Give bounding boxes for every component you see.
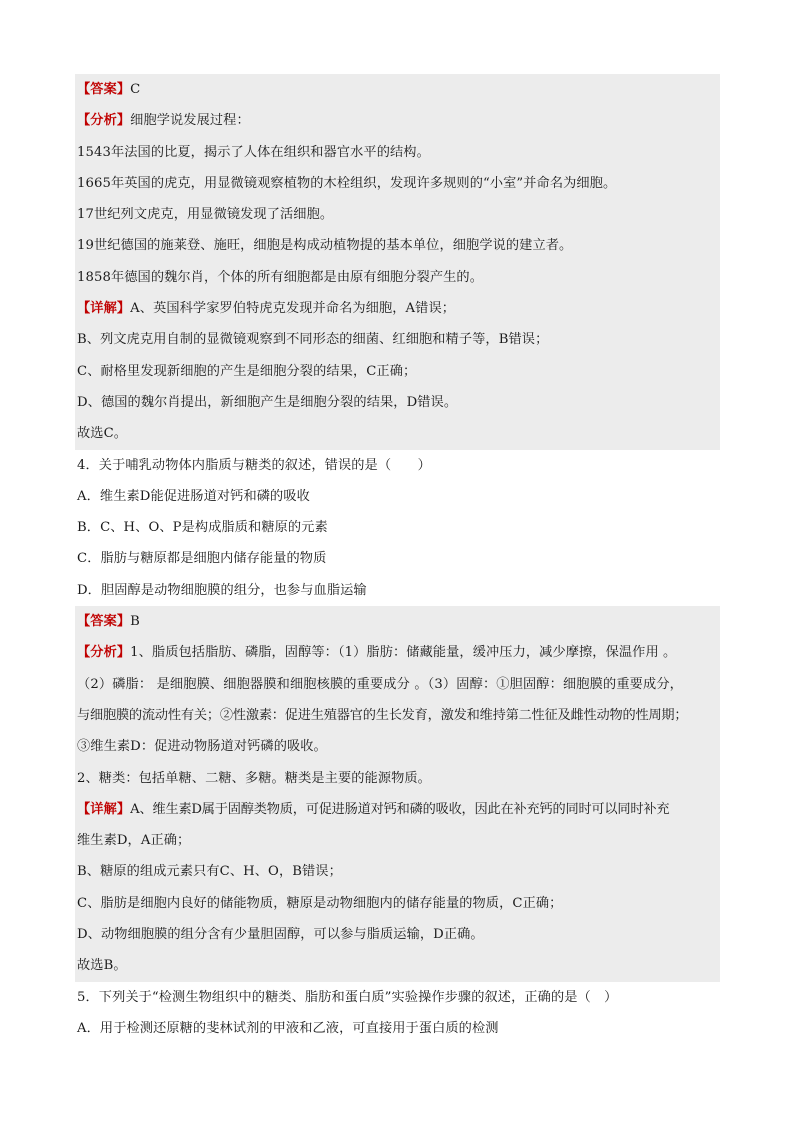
analysis-tag: 【分析】: [77, 645, 131, 661]
answer-tag: 【答案】: [77, 82, 131, 97]
analysis-text: 细胞学说发展过程：: [130, 113, 250, 129]
detail-text: B、列文虎克用自制的显微镜观察到不同形态的细菌、红细胞和精子等，B错误；: [77, 332, 549, 348]
question-stem: 5．下列关于“检测生物组织中的糖类、脂肪和蛋白质”实验操作步骤的叙述，正确的是（ ）: [75, 982, 720, 1013]
option-b: B．C、H、O、P是构成脂质和糖原的元素: [75, 512, 720, 543]
analysis-text: 17世纪列文虎克，用显微镜发现了活细胞。: [77, 207, 334, 223]
analysis-text: 2、糖类：包括单糖、二糖、多糖。糖类是主要的能源物质。: [77, 770, 431, 786]
answer-value: B: [130, 614, 140, 630]
option-c: C．脂肪与糖原都是细胞内储存能量的物质: [75, 543, 720, 574]
analysis-text: 与细胞膜的流动性有关；②性激素：促进生殖器官的生长发育，激发和维持第二性征及雌性动物的性周期；: [77, 707, 688, 723]
detail-text: D、德国的魏尔肖提出，新细胞产生是细胞分裂的结果，D错误。: [77, 394, 458, 410]
q4-analysis-line: [75, 637, 720, 668]
option-a: A．用于检测还原糖的斐林试剂的甲液和乙液，可直接用于蛋白质的检测: [75, 1013, 720, 1044]
option-a: A．维生素D能促进肠道对钙和磷的吸收: [75, 481, 720, 512]
analysis-text: 1、脂质包括脂肪、磷脂，固醇等：（1）脂肪：储藏能量，缓冲压力，减少摩擦，保温作用 。: [130, 645, 677, 661]
q3-explanation-block: [75, 74, 720, 450]
detail-text: B、糖原的组成元素只有C、H、O，B错误；: [77, 864, 342, 880]
detail-text: C、耐格里发现新细胞的产生是细胞分裂的结果，C正确；: [77, 363, 417, 379]
q3-analysis-line: [75, 105, 720, 136]
detail-text: 维生素D，A正确；: [77, 833, 191, 849]
q4-block: [75, 450, 720, 606]
conclusion-text: 故选C。: [77, 426, 128, 442]
detail-text: D、动物细胞膜的组分含有少量胆固醇，可以参与脂质运输，D正确。: [77, 927, 484, 943]
document-page: [75, 74, 720, 1044]
question-stem: 4．关于哺乳动物体内脂质与糖类的叙述，错误的是（ ）: [75, 450, 720, 481]
analysis-text: 1543年法国的比夏，揭示了人体在组织和器官水平的结构。: [77, 144, 430, 160]
q3-detail-line: [75, 293, 720, 324]
analysis-text: （2）磷脂： 是细胞膜、细胞器膜和细胞核膜的重要成分 。（3）固醇：①胆固醇：细胞膜的重要成分，: [77, 676, 684, 692]
analysis-text: 1665年英国的虎克，用显微镜观察植物的木栓组织，发现许多规则的“小室”并命名为细胞。: [77, 175, 617, 191]
detail-text: C、脂肪是细胞内良好的储能物质，糖原是动物细胞内的储存能量的物质，C正确；: [77, 895, 563, 911]
answer-tag: 【答案】: [77, 614, 131, 630]
analysis-tag: 【分析】: [77, 113, 131, 129]
option-d: D．胆固醇是动物细胞膜的组分，也参与血脂运输: [75, 575, 720, 606]
q4-detail-line: [75, 794, 720, 825]
answer-value: C: [130, 82, 141, 97]
detail-text: A、英国科学家罗伯特虎克发现并命名为细胞，A错误；: [130, 301, 456, 317]
q4-answer-line: [75, 606, 720, 637]
detail-text: A、维生素D属于固醇类物质，可促进肠道对钙和磷的吸收，因此在补充钙的同时可以同时补充: [130, 801, 670, 817]
analysis-text: 1858年德国的魏尔肖，个体的所有细胞都是由原有细胞分裂产生的。: [77, 269, 484, 285]
q5-block: [75, 982, 720, 1045]
q3-answer-line: [75, 74, 720, 105]
detail-tag: 【详解】: [77, 801, 131, 817]
detail-tag: 【详解】: [77, 301, 131, 317]
analysis-text: 19世纪德国的施莱登、施旺，细胞是构成动植物提的基本单位，细胞学说的建立者。: [77, 238, 573, 254]
q4-explanation-block: [75, 606, 720, 982]
analysis-text: ③维生素D：促进动物肠道对钙磷的吸收。: [77, 739, 327, 755]
conclusion-text: 故选B。: [77, 958, 127, 974]
